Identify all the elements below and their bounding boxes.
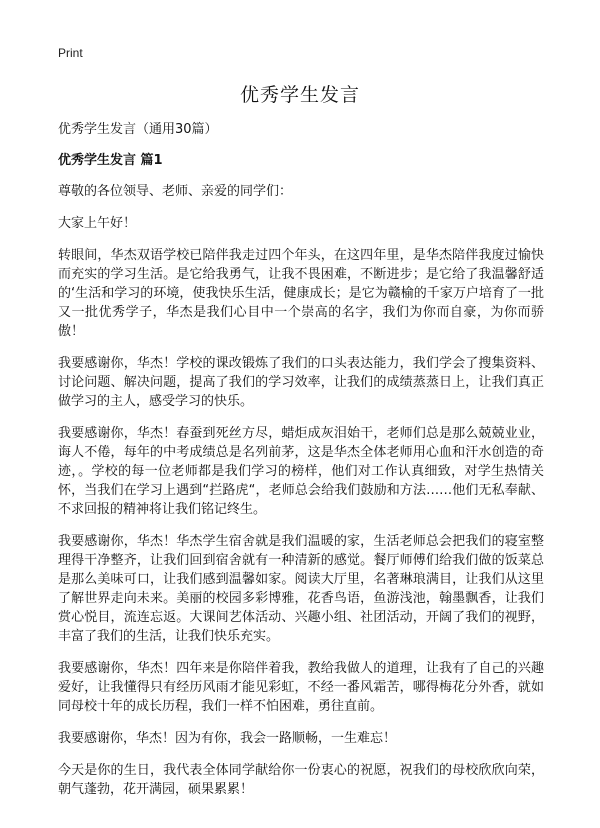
document-subtitle: 优秀学生发言（通用30篇） xyxy=(58,122,218,137)
document-body xyxy=(58,120,544,812)
print-link[interactable]: Print xyxy=(58,46,83,60)
section-heading: 优秀学生发言 篇1 xyxy=(58,153,163,168)
paragraph-greeting: 大家上午好！ xyxy=(58,216,137,231)
paragraph-thanks-teachers: 我要感谢你，华杰！春蚕到死丝方尽，蜡炬成灰泪始干，老师们总是那么兢兢业业，诲人不倦，每年的中考成绩总是名列前茅，这是华杰全体老师用心血和汗水创造的奇迹，。学校的每一位老师都是我们学习的榜样，他们对工作认真细致，对学生热情关怀，当我们在学习上遇到“拦路虎“，老师总会给我们鼓励和方法……他们无私奉献、不求回报的精神将让我们铭记终生。 xyxy=(58,426,544,517)
document-title: 优秀学生发言 xyxy=(239,84,360,106)
paragraph-closing: 今天是你的生日，我代表全体同学献给你一份衷心的祝愿，祝我们的母校欣欣向荣，朝气蓬勃，花开满园，硕果累累！ xyxy=(58,763,544,797)
paragraph-intro: 转眼间，华杰双语学校已陪伴我走过四个年头，在这四年里，是华杰陪伴我度过愉快而充实的学习生活。是它给我勇气，让我不畏困难，不断进步；是它给了我温馨舒适的‘生活和学习的环境，使我快乐生活，健康成长；是它为赣榆的千家万户培育了一批又一批优秀学子，华杰是我们心目中一个崇高的名字，我们为你而自豪，为你而骄傲！ xyxy=(58,248,544,339)
paragraph-thanks-short: 我要感谢你，华杰！因为有你，我会一路顺畅，一生难忘！ xyxy=(58,731,397,746)
paragraph-thanks-campus: 我要感谢你，华杰！华杰学生宿舍就是我们温暖的家，生活老师总会把我们的寝室整理得干净整齐，让我们回到宿舍就有一种清新的感觉。餐厅师傅们给我们做的饭菜总是那么美味可口，让我们感到温馨如家。阅读大厅里，名著琳琅满目，让我们从这里了解世界走向未来。美丽的校园多彩博雅，花香鸟语，鱼游浅池，翰墨飘香，让我们赏心悦目，流连忘返。大课间艺体活动、兴趣小组、社团活动，开阔了我们的视野，丰富了我们的生活，让我们快乐充实。 xyxy=(58,534,544,644)
paragraph-thanks-growth: 我要感谢你，华杰！四年来是你陪伴着我，教给我做人的道理，让我有了自己的兴趣爱好，让我懂得只有经历风雨才能见彩虹，不经一番风霜苦，哪得梅花分外香，就如同母校十年的成长历程，我们一样不怕困难，勇往直前。 xyxy=(58,661,544,714)
paragraph-thanks-curriculum: 我要感谢你，华杰！学校的课改锻炼了我们的口头表达能力，我们学会了搜集资料、讨论问题、解决问题，提高了我们的学习效率，让我们的成绩蒸蒸日上，让我们真正做学习的主人，感受学习的快乐。 xyxy=(58,356,544,409)
paragraph-salutation: 尊敬的各位领导、老师、亲爱的同学们： xyxy=(58,184,293,199)
